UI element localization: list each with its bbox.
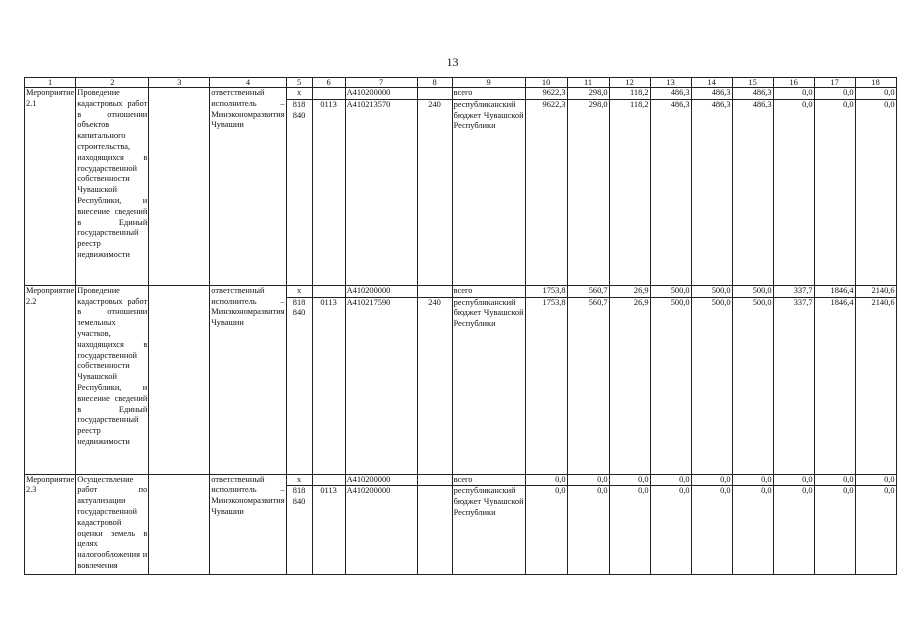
expense-type-code	[417, 474, 452, 486]
funding-value: 9622,3	[525, 99, 567, 285]
funding-value: 298,0	[567, 88, 609, 100]
funding-value: 0,0	[855, 474, 896, 486]
column-number-18: 18	[855, 78, 896, 88]
target-article-code: А410200000	[345, 474, 417, 486]
funding-value: 0,0	[855, 88, 896, 100]
funding-value: 2140,6	[855, 297, 896, 474]
column-number-row	[25, 78, 897, 88]
column-number-1: 1	[25, 78, 76, 88]
measure-name: Проведение кадастровых работ в отношении объектов капитального строительства, находящихся в государственной собственности Чувашской Республики, и внесение сведений в Единый государственный реестр недвижимости	[76, 88, 149, 286]
measure-col3	[149, 88, 210, 286]
expense-type-code	[417, 486, 452, 575]
section-code: 0113	[312, 486, 345, 575]
section-code	[312, 88, 345, 100]
funding-value: 0,0	[567, 486, 609, 575]
funding-value: 0,0	[650, 486, 691, 575]
measure-executor: ответственный исполнитель – Минэкономразвития Чувашии	[210, 285, 286, 474]
column-number-12: 12	[609, 78, 650, 88]
column-number-9: 9	[452, 78, 525, 88]
funding-value: 486,3	[732, 88, 773, 100]
measure-id: Мероприятие 2.2	[25, 285, 76, 474]
funding-source: всего	[452, 474, 525, 486]
grbs-code: x	[286, 474, 312, 486]
funding-value: 0,0	[609, 474, 650, 486]
measure-id: Мероприятие 2.3	[25, 474, 76, 575]
measure-row	[25, 474, 897, 486]
funding-value: 0,0	[525, 486, 567, 575]
funding-value: 0,0	[525, 474, 567, 486]
measure-row	[25, 88, 897, 100]
funding-value: 0,0	[609, 486, 650, 575]
grbs-code: x	[286, 285, 312, 297]
measure-col3	[149, 474, 210, 575]
measure-executor: ответственный исполнитель – Минэкономразвития Чувашии	[210, 474, 286, 575]
funding-value: 0,0	[814, 486, 855, 575]
funding-value: 298,0	[567, 99, 609, 285]
section-code: 0113	[312, 99, 345, 285]
funding-value: 486,3	[650, 88, 691, 100]
section-code: 0113	[312, 297, 345, 474]
grbs-code: x	[286, 88, 312, 100]
column-number-7: 7	[345, 78, 417, 88]
section-code	[312, 474, 345, 486]
measure-name: Осуществление работ по актуализации государственной кадастровой оценки земель в целях налогообложения и вовлечения	[76, 474, 149, 575]
target-article-code: А410200000	[345, 486, 417, 575]
funding-value: 486,3	[650, 99, 691, 285]
funding-value: 500,0	[732, 297, 773, 474]
measure-executor: ответственный исполнитель – Минэкономразвития Чувашии	[210, 88, 286, 286]
funding-value: 0,0	[855, 486, 896, 575]
expense-type-code: 240	[417, 297, 452, 474]
funding-value: 0,0	[814, 99, 855, 285]
funding-value: 0,0	[650, 474, 691, 486]
funding-value: 337,7	[773, 285, 814, 297]
column-number-14: 14	[691, 78, 732, 88]
funding-value: 0,0	[855, 99, 896, 285]
funding-value: 0,0	[814, 474, 855, 486]
column-number-5: 5	[286, 78, 312, 88]
measure-id: Мероприятие 2.1	[25, 88, 76, 286]
funding-value: 26,9	[609, 297, 650, 474]
funding-value: 500,0	[691, 297, 732, 474]
funding-value: 0,0	[691, 486, 732, 575]
section-code	[312, 285, 345, 297]
column-number-6: 6	[312, 78, 345, 88]
funding-value: 486,3	[691, 88, 732, 100]
measure-row	[25, 285, 897, 297]
funding-value: 0,0	[773, 88, 814, 100]
funding-value: 560,7	[567, 285, 609, 297]
funding-source: республиканский бюджет Чувашской Республики	[452, 486, 525, 575]
funding-value: 118,2	[609, 88, 650, 100]
funding-value: 0,0	[567, 474, 609, 486]
funding-value: 500,0	[650, 297, 691, 474]
funding-value: 560,7	[567, 297, 609, 474]
column-number-17: 17	[814, 78, 855, 88]
funding-value: 500,0	[650, 285, 691, 297]
funding-value: 118,2	[609, 99, 650, 285]
funding-value: 0,0	[732, 486, 773, 575]
column-number-4: 4	[210, 78, 286, 88]
funding-value: 1753,8	[525, 285, 567, 297]
funding-value: 337,7	[773, 297, 814, 474]
target-article-code: А410213570	[345, 99, 417, 285]
funding-value: 1846,4	[814, 285, 855, 297]
program-measures-table	[24, 77, 897, 575]
funding-value: 486,3	[691, 99, 732, 285]
target-article-code: А410217590	[345, 297, 417, 474]
grbs-code: 818 840	[286, 486, 312, 575]
grbs-code: 818 840	[286, 297, 312, 474]
target-article-code: А410200000	[345, 285, 417, 297]
column-number-10: 10	[525, 78, 567, 88]
funding-value: 0,0	[773, 486, 814, 575]
funding-value: 0,0	[814, 88, 855, 100]
measure-col3	[149, 285, 210, 474]
expense-type-code	[417, 88, 452, 100]
funding-value: 0,0	[773, 474, 814, 486]
funding-source: всего	[452, 88, 525, 100]
expense-type-code	[417, 285, 452, 297]
funding-value: 0,0	[732, 474, 773, 486]
target-article-code: А410200000	[345, 88, 417, 100]
funding-source: всего	[452, 285, 525, 297]
funding-source: республиканский бюджет Чувашской Республики	[452, 297, 525, 474]
funding-source: республиканский бюджет Чувашской Республики	[452, 99, 525, 285]
column-number-2: 2	[76, 78, 149, 88]
column-number-11: 11	[567, 78, 609, 88]
column-number-16: 16	[773, 78, 814, 88]
funding-value: 2140,6	[855, 285, 896, 297]
column-number-15: 15	[732, 78, 773, 88]
column-number-13: 13	[650, 78, 691, 88]
funding-value: 0,0	[691, 474, 732, 486]
grbs-code: 818 840	[286, 99, 312, 285]
column-number-3: 3	[149, 78, 210, 88]
funding-value: 9622,3	[525, 88, 567, 100]
funding-value: 486,3	[732, 99, 773, 285]
funding-value: 0,0	[773, 99, 814, 285]
funding-value: 500,0	[691, 285, 732, 297]
funding-value: 1846,4	[814, 297, 855, 474]
expense-type-code: 240	[417, 99, 452, 285]
funding-value: 1753,8	[525, 297, 567, 474]
page-number: 13	[446, 55, 459, 69]
measure-name: Проведение кадастровых работ в отношении земельных участков, находящихся в государственной собственности Чувашской Республики, и внесение сведений в Единый государственный реестр недвижимости	[76, 285, 149, 474]
column-number-8: 8	[417, 78, 452, 88]
funding-value: 26,9	[609, 285, 650, 297]
funding-value: 500,0	[732, 285, 773, 297]
